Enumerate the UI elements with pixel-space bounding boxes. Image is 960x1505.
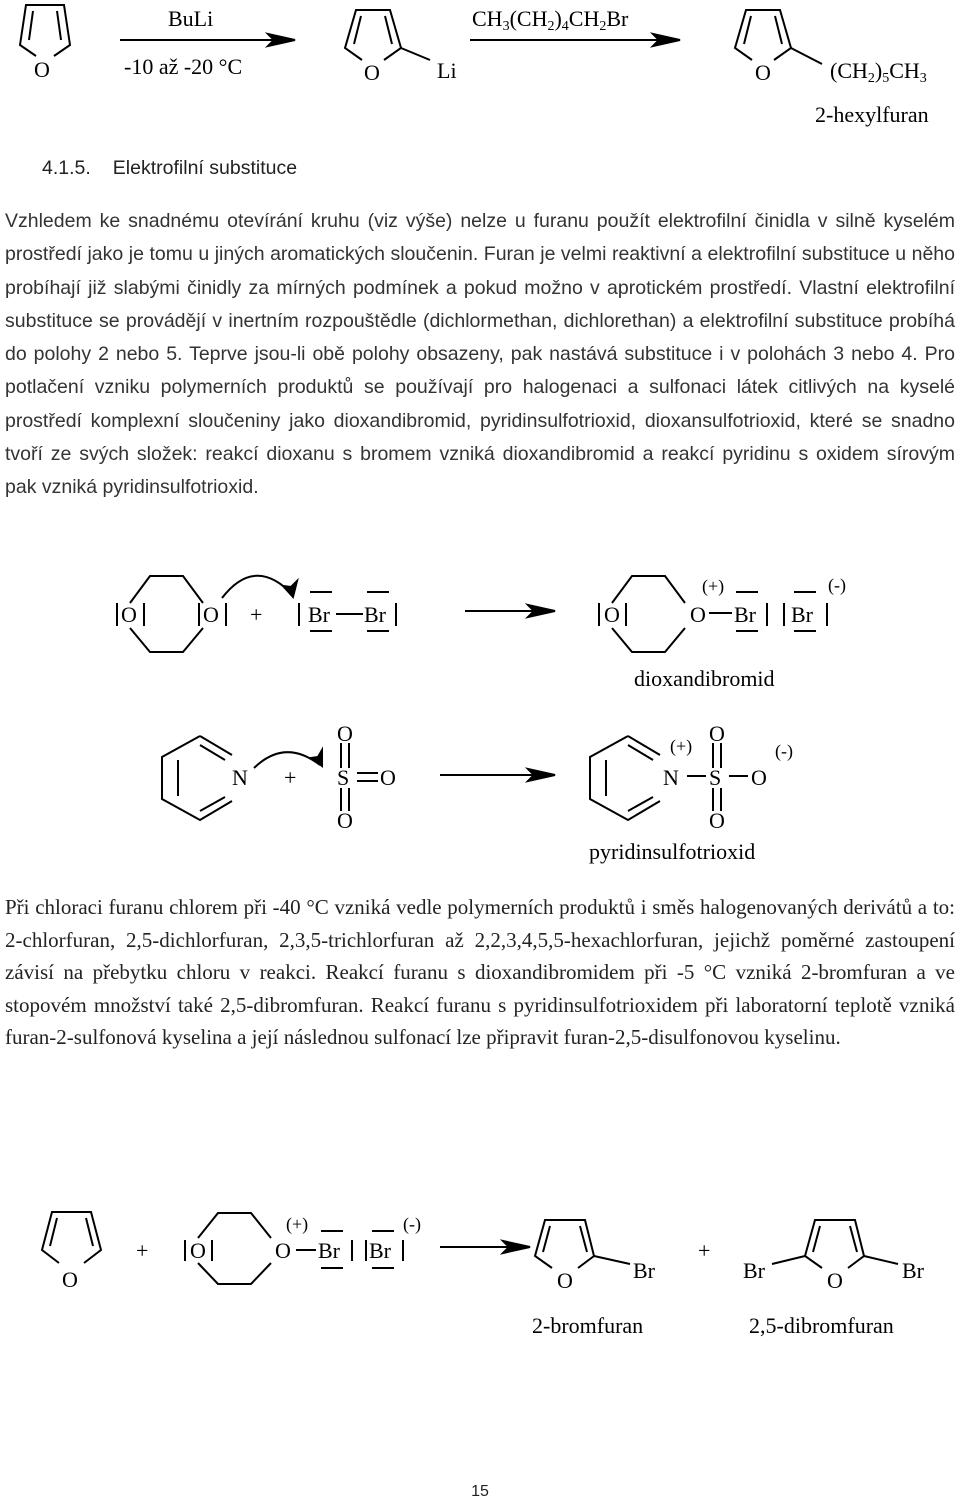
charge-minus: (-) <box>403 1214 421 1234</box>
dioxane-oxygen-right: O <box>203 602 219 627</box>
bromine-atom: Br <box>369 1238 391 1263</box>
furan-oxygen: O <box>34 57 50 82</box>
oxygen-atom: O <box>337 808 353 833</box>
furan-oxygen: O <box>62 1267 78 1292</box>
page-number: 15 <box>471 1483 489 1500</box>
pyridine-nitrogen: N <box>232 765 248 790</box>
pyridine-nitrogen: N <box>663 765 679 790</box>
oxygen-atom: O <box>709 808 725 833</box>
lithium-label: Li <box>437 58 457 83</box>
furan-oxygen: O <box>557 1268 573 1293</box>
section-title: Elektrofilní substituce <box>112 157 298 179</box>
charge-minus: (-) <box>828 575 846 595</box>
section-heading <box>42 157 297 180</box>
oxygen-atom: O <box>337 721 353 746</box>
furan-oxygen: O <box>827 1268 843 1293</box>
bromine-atom: Br <box>791 602 813 627</box>
plus-sign: + <box>136 1238 149 1263</box>
plus-sign: + <box>250 602 263 627</box>
product-name-2-bromfuran: 2-bromfuran <box>532 1313 644 1338</box>
charge-minus: (-) <box>775 741 793 761</box>
sulfur-atom: S <box>709 765 722 790</box>
product-name-2-5-dibromfuran: 2,5-dibromfuran <box>749 1313 894 1338</box>
section-number: 4.1.5. <box>42 157 91 179</box>
bromine-atom: Br <box>743 1258 765 1283</box>
reagent-hexylbromide: $CH_3(CH_2)_4CH_2Br$ <box>472 6 629 34</box>
bromine-atom: Br <box>734 602 756 627</box>
dioxane-oxygen-left: O <box>604 602 620 627</box>
bromine-atom: Br <box>308 602 330 627</box>
sulfur-atom: S <box>337 765 350 790</box>
reaction3-diagram <box>0 720 960 860</box>
paragraph-electrophilic-substitution: Vzhledem ke snadnému otevírání kruhu (viz výše) nelze u furanu použít elektrofilní činidla v silně kyselém prostředí jako je tomu u jiných aromatických sloučenin. Furan je velmi reaktivní a elektrofilní substituce u něho probíhají již slabými činidly za mírných podmínek a pokud možno v aprotickém prostředí. Vlastní elektrofilní substituce se provádějí v inertním rozpouštědle (dichlormethan, dichlorethan) a elektrofilní substituce probíhá do polohy 2 nebo 5. Teprve jsou-li obě polohy obsazeny, pak nastává substituce i v polohách 3 nebo 4. Pro potlačení vzniku polymerních produktů se používají pro halogenaci a sulfonaci látek citlivých na kyselé prostředí komplexní sloučeniny jako dioxandibromid, pyridinsulfotrioxid, dioxansulfotrioxid, které se snadno tvoří ze svých složek: reakcí dioxanu s bromem vzniká dioxandibromid a reakcí pyridinu s oxidem sírovým pak vzniká pyridinsulfotrioxid. <box>5 210 955 499</box>
plus-sign: + <box>698 1238 711 1263</box>
bromine-atom: Br <box>318 1238 340 1263</box>
product-name-2-hexylfuran: 2-hexylfuran <box>815 102 929 127</box>
product-name-pyridinsulfotrioxid: pyridinsulfotrioxid <box>589 839 756 864</box>
bromine-atom: Br <box>633 1258 655 1283</box>
reaction-conditions: -10 až -20 °C <box>124 54 243 79</box>
product-name-dioxandibromid: dioxandibromid <box>634 666 775 691</box>
charge-plus: (+) <box>702 576 725 596</box>
bromine-atom: Br <box>364 602 386 627</box>
furan-oxygen: O <box>755 60 771 85</box>
bromine-atom: Br <box>902 1258 924 1283</box>
oxygen-atom: O <box>751 765 767 790</box>
reaction2-diagram <box>0 560 960 700</box>
hexyl-chain: $(CH_2)_5CH_3$ <box>830 58 927 86</box>
dioxane-oxygen-left: O <box>190 1238 206 1263</box>
charge-plus: (+) <box>670 736 693 756</box>
furan-oxygen: O <box>364 60 380 85</box>
oxygen-atom: O <box>380 765 396 790</box>
dioxane-oxygen-right: O <box>690 602 706 627</box>
charge-plus: (+) <box>286 1214 309 1234</box>
reaction4-diagram <box>0 1200 960 1330</box>
dioxane-oxygen-left: O <box>121 602 137 627</box>
plus-sign: + <box>284 765 297 790</box>
reagent-butyllithium: BuLi <box>168 6 214 31</box>
paragraph-halogenation: Při chloraci furanu chlorem při -40 °C vzniká vedle polymerních produktů i směs halogenovaných derivátů a to: 2-chlorfuran, 2,5-dichlorfuran, 2,3,5-trichlorfuran až 2,2,3,4,5,5-hexachlorfuran, jejichž poměrné zastoupení závisí na přebytku chloru v reakci. Reakcí furanu s dioxandibromidem při -5 °C vzniká 2-bromfuran a ve stopovém množství také 2,5-dibromfuran. Reakcí furanu s pyridinsulfotrioxidem při laboratorní teplotě vzniká furan-2-sulfonová kyselina a její následnou sulfonací lze připravit furan-2,5-disulfonovou kyselinu. <box>5 895 955 1050</box>
oxygen-atom: O <box>709 721 725 746</box>
dioxane-oxygen-right: O <box>275 1238 291 1263</box>
